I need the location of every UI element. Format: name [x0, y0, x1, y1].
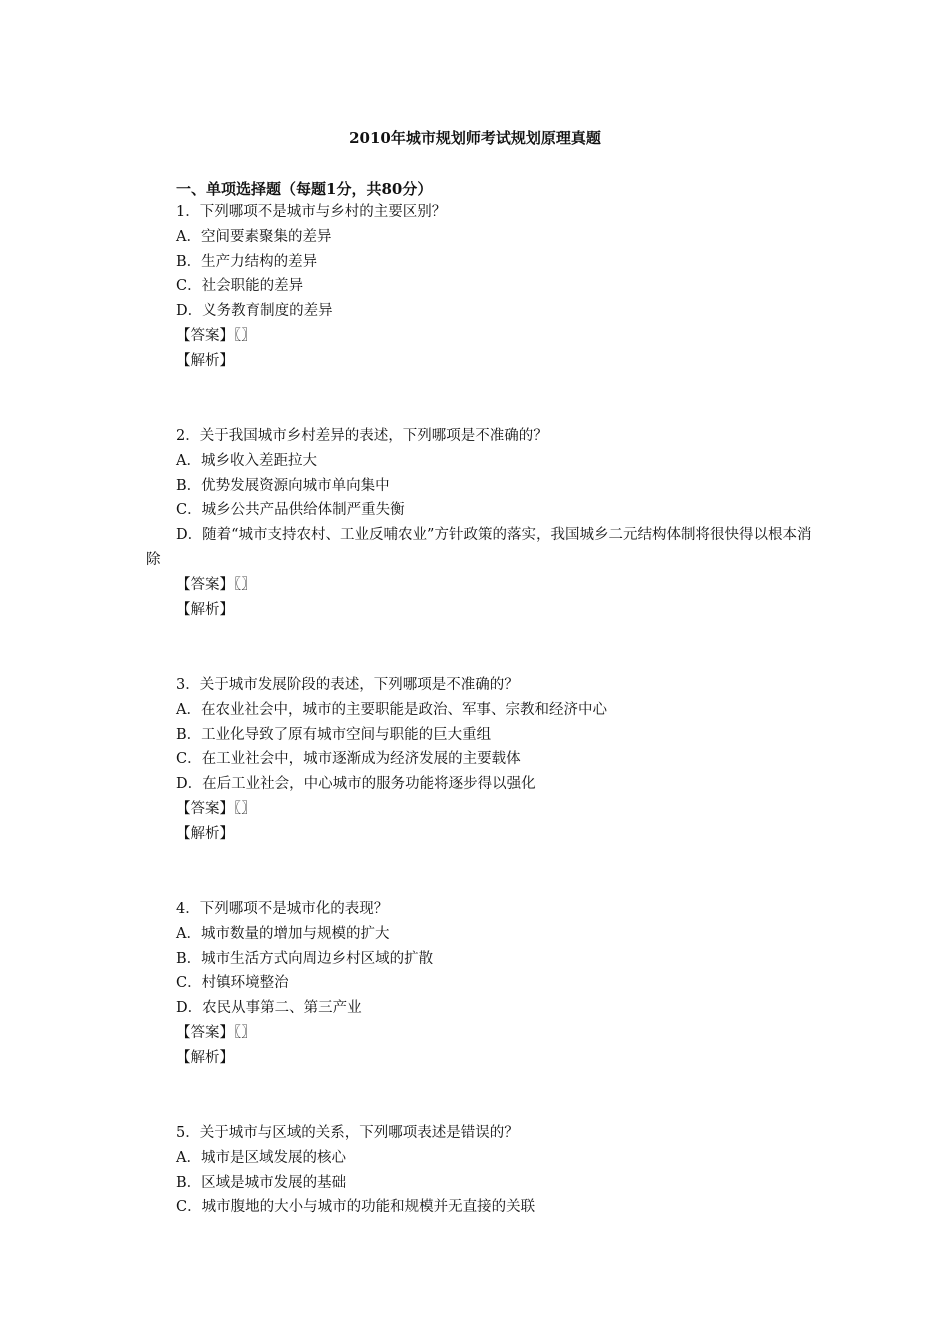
question-2 — [0, 424, 950, 622]
option-a: A．城乡收入差距拉大 — [176, 452, 317, 469]
option-a: A．城市是区域发展的核心 — [176, 1149, 346, 1166]
question-3 — [0, 673, 950, 847]
answer-label: 【答案】〖〗 — [176, 327, 256, 344]
document-title: 2010年城市规划师考试规划原理真题 — [349, 129, 601, 147]
answer-label: 【答案】〖〗 — [176, 576, 256, 593]
question-1 — [0, 200, 950, 374]
analysis-label: 【解析】 — [176, 601, 234, 618]
option-d: D．农民从事第二、第三产业 — [176, 1000, 362, 1017]
option-b: B．区域是城市发展的基础 — [176, 1174, 347, 1191]
option-a: A．城市数量的增加与规模的扩大 — [176, 925, 390, 942]
option-d: D．义务教育制度的差异 — [176, 303, 333, 320]
question-stem: 4．下列哪项不是城市化的表现？ — [176, 901, 389, 917]
question-5 — [0, 1121, 950, 1220]
option-c: C．城市腹地的大小与城市的功能和规模并无直接的关联 — [176, 1199, 536, 1216]
option-d: D．随着“城市支持农村、工业反哺农业”方针政策的落实，我国城乡二元结构体制将很快得以根本消除 — [146, 527, 812, 568]
section-heading: 一、单项选择题（每题1分，共80分） — [176, 180, 433, 198]
analysis-label: 【解析】 — [176, 352, 234, 369]
option-a: A．空间要素聚集的差异 — [176, 228, 332, 245]
question-stem: 2．关于我国城市乡村差异的表述，下列哪项是不准确的？ — [176, 428, 548, 444]
option-b: B．工业化导致了原有城市空间与职能的巨大重组 — [176, 726, 492, 743]
question-stem: 5．关于城市与区域的关系，下列哪项表述是错误的？ — [176, 1125, 519, 1141]
analysis-label: 【解析】 — [176, 825, 234, 842]
option-c: C．社会职能的差异 — [176, 278, 304, 295]
option-c: C．在工业社会中，城市逐渐成为经济发展的主要载体 — [176, 751, 521, 768]
option-b: B．优势发展资源向城市单向集中 — [176, 477, 390, 494]
option-a: A．在农业社会中，城市的主要职能是政治、军事、宗教和经济中心 — [176, 701, 607, 718]
question-4 — [0, 897, 950, 1071]
analysis-label: 【解析】 — [176, 1049, 234, 1066]
option-d: D．在后工业社会，中心城市的服务功能将逐步得以强化 — [176, 776, 536, 793]
answer-label: 【答案】〖〗 — [176, 800, 256, 817]
option-b: B．生产力结构的差异 — [176, 253, 318, 270]
option-c: C．城乡公共产品供给体制严重失衡 — [176, 502, 405, 519]
answer-label: 【答案】〖〗 — [176, 1024, 256, 1041]
option-c: C．村镇环境整治 — [176, 975, 289, 992]
option-b: B．城市生活方式向周边乡村区域的扩散 — [176, 950, 434, 967]
question-stem: 3．关于城市发展阶段的表述，下列哪项是不准确的？ — [176, 677, 519, 693]
question-stem: 1．下列哪项不是城市与乡村的主要区别？ — [176, 204, 447, 220]
